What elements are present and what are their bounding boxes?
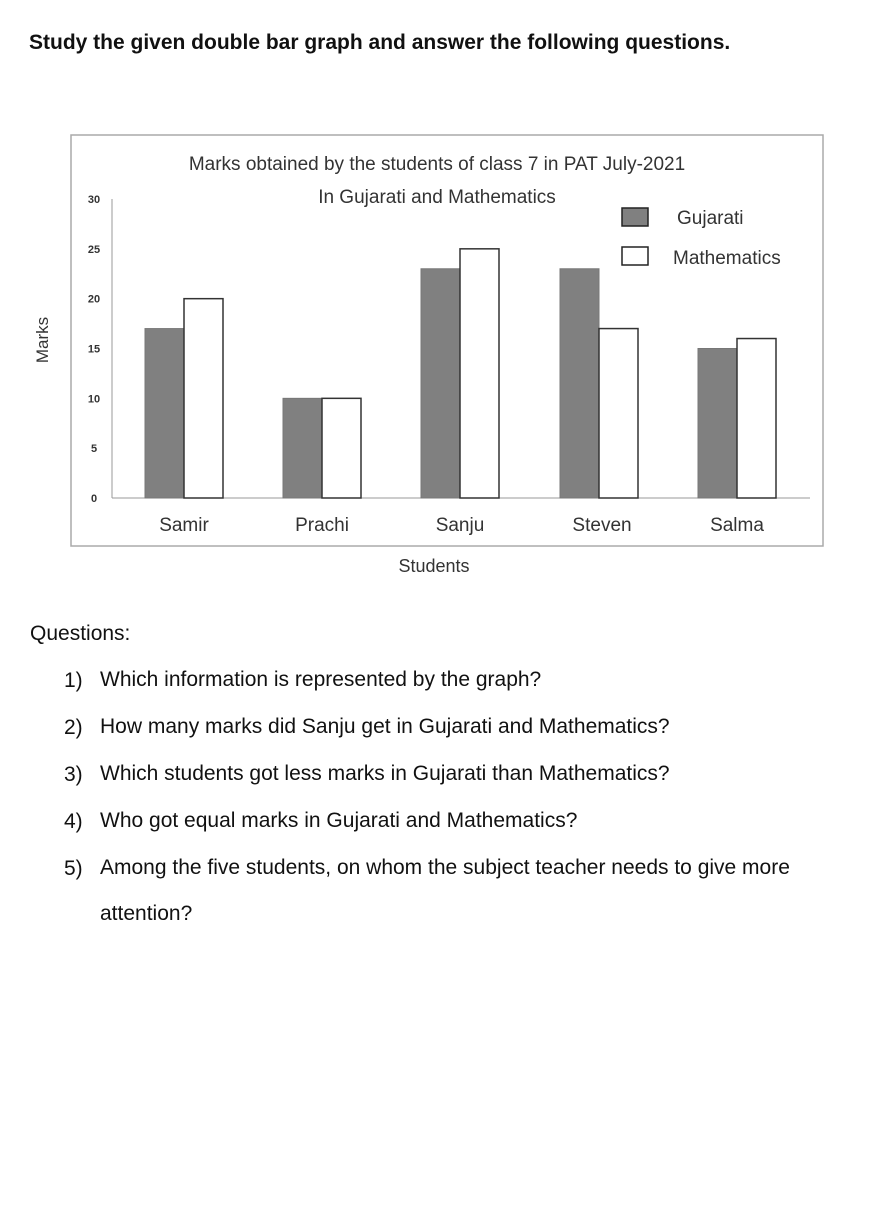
questions-title: Questions: (30, 622, 131, 645)
x-tick-label: Sanju (435, 515, 485, 536)
x-tick-label: Prachi (295, 515, 349, 536)
question-number: 2) (64, 716, 83, 739)
y-axis-label: Marks (33, 316, 52, 364)
bar-mathematics-prachi (322, 398, 361, 498)
bar-gujarati-samir (145, 329, 184, 498)
y-tick-label: 0 (90, 493, 98, 505)
x-tick-label: Steven (572, 515, 632, 536)
x-axis-label: Students (398, 556, 470, 576)
bar-gujarati-prachi (283, 398, 322, 498)
x-tick-label: Samir (159, 515, 209, 536)
y-tick-label: 20 (87, 293, 101, 306)
bar-mathematics-steven (599, 329, 638, 498)
question-number: 4) (64, 810, 83, 833)
question-item (64, 763, 880, 797)
legend-swatch-mathematics (622, 247, 648, 265)
bar-gujarati-sanju (421, 269, 460, 498)
question-text: Who got equal marks in Gujarati and Mathematics? (100, 809, 578, 832)
question-item (64, 810, 880, 844)
bar-gujarati-steven (560, 269, 599, 498)
page-heading: Study the given double bar graph and answer the following questions. (29, 31, 731, 54)
y-tick-label: 30 (87, 194, 101, 206)
y-tick-label: 15 (87, 343, 101, 356)
question-number: 5) (64, 857, 83, 880)
question-number: 1) (64, 669, 83, 692)
bar-gujarati-salma (698, 349, 737, 499)
legend-label-mathematics: Mathematics (673, 248, 781, 269)
x-tick-label: Salma (710, 515, 764, 536)
chart-title: Marks obtained by the students of class 7 in PAT July-2021 (188, 154, 686, 175)
question-text: How many marks did Sanju get in Gujarati and Mathematics? (100, 715, 670, 738)
question-item (64, 716, 880, 750)
question-text: Which students got less marks in Gujarati than Mathematics? (100, 762, 670, 785)
y-tick-label: 5 (90, 443, 98, 456)
chart-subtitle: In Gujarati and Mathematics (318, 187, 556, 208)
bar-chart (0, 0, 887, 600)
question-text: Among the five students, on whom the subject teacher needs to give more attention? (100, 856, 790, 925)
y-tick-label: 10 (87, 393, 101, 406)
bar-mathematics-sanju (460, 249, 499, 498)
question-number: 3) (64, 763, 83, 786)
legend-label-gujarati: Gujarati (677, 208, 744, 229)
legend-swatch-gujarati (622, 208, 648, 226)
question-item (64, 669, 880, 703)
y-tick-label: 25 (87, 243, 101, 256)
question-item (64, 857, 880, 937)
question-text: Which information is represented by the graph? (100, 668, 542, 691)
bar-mathematics-salma (737, 339, 776, 498)
bar-mathematics-samir (184, 299, 223, 498)
